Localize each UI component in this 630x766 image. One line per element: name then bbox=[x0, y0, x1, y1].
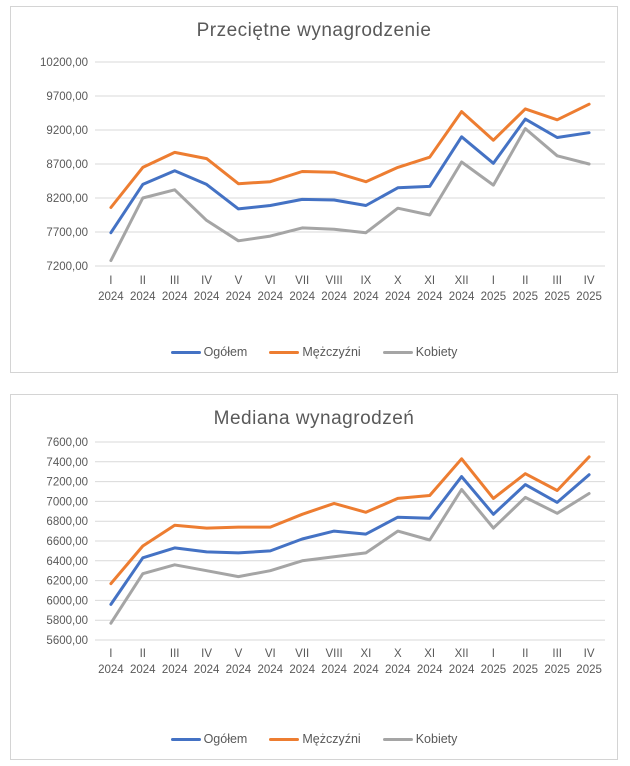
x-tick-year-label: 2024 bbox=[416, 291, 443, 303]
y-tick-label: 7200,00 bbox=[46, 261, 88, 273]
series-line-kobiety bbox=[111, 490, 589, 624]
x-tick-month-label: I bbox=[491, 648, 496, 660]
x-tick-month-label: VIII bbox=[325, 275, 343, 287]
y-tick-label: 5800,00 bbox=[46, 615, 88, 628]
y-tick-label: 8700,00 bbox=[46, 159, 88, 171]
y-tick-label: 8200,00 bbox=[46, 193, 88, 205]
x-tick-year-label: 2024 bbox=[448, 291, 475, 303]
x-tick-month-label: X bbox=[393, 275, 402, 287]
x-tick-year-label: 2024 bbox=[193, 664, 220, 676]
x-tick-month-label: V bbox=[234, 648, 243, 660]
series-line-kobiety bbox=[111, 129, 589, 261]
legend-line-kobiety bbox=[383, 738, 413, 741]
line-chart-median bbox=[11, 431, 617, 683]
x-tick-year-label: 2024 bbox=[225, 664, 252, 676]
x-tick-month-label: III bbox=[552, 275, 562, 287]
x-tick-year-label: 2025 bbox=[576, 291, 602, 303]
y-tick-label: 7700,00 bbox=[46, 227, 88, 239]
x-tick-year-label: 2024 bbox=[161, 291, 188, 303]
x-tick-year-label: 2024 bbox=[130, 291, 156, 303]
y-tick-label: 6600,00 bbox=[46, 536, 88, 548]
x-tick-year-label: 2024 bbox=[193, 291, 220, 303]
legend-item-kobiety bbox=[383, 345, 458, 359]
x-tick-month-label: XII bbox=[454, 275, 469, 287]
x-tick-year-label: 2024 bbox=[130, 664, 156, 676]
x-tick-month-label: III bbox=[169, 275, 180, 287]
legend-line-kobiety bbox=[383, 351, 413, 354]
x-tick-month-label: IV bbox=[201, 275, 213, 287]
x-tick-year-label: 2024 bbox=[225, 291, 252, 303]
legend-label-kobiety: Kobiety bbox=[415, 732, 458, 746]
x-tick-month-label: II bbox=[139, 275, 146, 287]
legend-item-ogolem bbox=[171, 732, 248, 746]
x-tick-year-label: 2025 bbox=[576, 664, 602, 676]
x-tick-year-label: 2024 bbox=[353, 291, 379, 303]
chart-panel-median-salary bbox=[10, 394, 618, 760]
x-tick-year-label: 2025 bbox=[544, 291, 570, 303]
x-tick-month-label: I bbox=[491, 275, 496, 287]
x-tick-month-label: I bbox=[109, 648, 113, 660]
x-tick-month-label: III bbox=[552, 648, 562, 660]
chart-title-median: Mediana wynagrodzeń bbox=[213, 408, 415, 429]
y-tick-label: 7600,00 bbox=[46, 437, 88, 449]
x-tick-month-label: X bbox=[393, 648, 402, 660]
x-tick-month-label: IV bbox=[201, 648, 213, 660]
series-line-ogem bbox=[111, 475, 589, 605]
legend-label-ogolem: Ogółem bbox=[203, 732, 248, 746]
x-tick-month-label: IX bbox=[360, 275, 372, 287]
line-chart-average bbox=[11, 43, 617, 309]
legend-line-ogolem bbox=[171, 351, 201, 354]
x-tick-year-label: 2024 bbox=[385, 291, 411, 303]
y-tick-label: 10200,00 bbox=[40, 57, 88, 69]
x-tick-month-label: XII bbox=[454, 648, 469, 660]
y-tick-label: 9700,00 bbox=[46, 91, 88, 103]
y-tick-label: 7000,00 bbox=[46, 496, 88, 509]
legend-average bbox=[11, 345, 617, 359]
x-tick-year-label: 2024 bbox=[98, 291, 124, 303]
x-tick-year-label: 2024 bbox=[416, 664, 443, 676]
x-tick-year-label: 2024 bbox=[353, 664, 379, 676]
legend-line-mezczyzni bbox=[269, 351, 299, 354]
x-tick-year-label: 2025 bbox=[512, 664, 539, 676]
legend-line-ogolem bbox=[171, 738, 201, 741]
x-tick-month-label: XI bbox=[424, 648, 436, 660]
legend-line-mezczyzni bbox=[269, 738, 299, 741]
x-tick-year-label: 2024 bbox=[321, 664, 347, 676]
x-tick-month-label: VII bbox=[295, 648, 310, 660]
x-tick-month-label: XI bbox=[424, 275, 436, 287]
x-tick-month-label: II bbox=[139, 648, 146, 660]
legend-label-ogolem: Ogółem bbox=[203, 345, 248, 359]
x-tick-year-label: 2025 bbox=[480, 291, 507, 303]
y-tick-label: 7400,00 bbox=[46, 456, 88, 469]
x-tick-month-label: VIII bbox=[325, 648, 343, 660]
legend-median bbox=[11, 732, 617, 746]
y-tick-label: 6800,00 bbox=[46, 516, 88, 529]
x-tick-month-label: IV bbox=[583, 648, 595, 660]
y-tick-label: 5600,00 bbox=[46, 635, 88, 647]
x-tick-month-label: I bbox=[109, 275, 113, 287]
x-tick-month-label: VI bbox=[264, 648, 276, 660]
x-tick-month-label: XI bbox=[360, 648, 372, 660]
x-tick-year-label: 2024 bbox=[289, 291, 315, 303]
x-tick-year-label: 2025 bbox=[544, 664, 570, 676]
legend-label-mezczyzni: Mężczyźni bbox=[302, 732, 361, 746]
x-tick-year-label: 2024 bbox=[161, 664, 188, 676]
legend-label-kobiety: Kobiety bbox=[415, 345, 458, 359]
legend-item-mezczyzni bbox=[269, 732, 360, 746]
series-line-mczyni bbox=[111, 104, 589, 207]
y-tick-label: 6400,00 bbox=[46, 555, 88, 568]
x-tick-year-label: 2024 bbox=[98, 664, 124, 676]
x-tick-year-label: 2024 bbox=[257, 291, 284, 303]
x-tick-year-label: 2025 bbox=[512, 291, 539, 303]
legend-label-mezczyzni: Mężczyźni bbox=[302, 345, 361, 359]
x-tick-month-label: VII bbox=[295, 275, 310, 287]
y-tick-label: 9200,00 bbox=[46, 125, 88, 137]
x-tick-month-label: V bbox=[234, 275, 243, 287]
y-tick-label: 6000,00 bbox=[46, 595, 88, 608]
legend-item-ogolem bbox=[171, 345, 248, 359]
x-tick-year-label: 2024 bbox=[321, 291, 347, 303]
x-tick-year-label: 2024 bbox=[289, 664, 315, 676]
legend-item-mezczyzni bbox=[269, 345, 360, 359]
legend-item-kobiety bbox=[383, 732, 458, 746]
x-tick-month-label: II bbox=[522, 648, 529, 660]
y-tick-label: 7200,00 bbox=[46, 476, 88, 489]
x-tick-year-label: 2024 bbox=[257, 664, 284, 676]
x-tick-month-label: VI bbox=[264, 275, 276, 287]
x-tick-month-label: II bbox=[522, 275, 529, 287]
x-tick-month-label: IV bbox=[583, 275, 595, 287]
x-tick-year-label: 2025 bbox=[480, 664, 507, 676]
x-tick-month-label: III bbox=[169, 648, 180, 660]
x-tick-year-label: 2024 bbox=[448, 664, 475, 676]
series-line-mczyni bbox=[111, 457, 589, 584]
chart-title-average: Przeciętne wynagrodzenie bbox=[196, 20, 432, 41]
chart-panel-average-salary bbox=[10, 6, 618, 373]
y-tick-label: 6200,00 bbox=[46, 575, 88, 588]
x-tick-year-label: 2024 bbox=[385, 664, 411, 676]
